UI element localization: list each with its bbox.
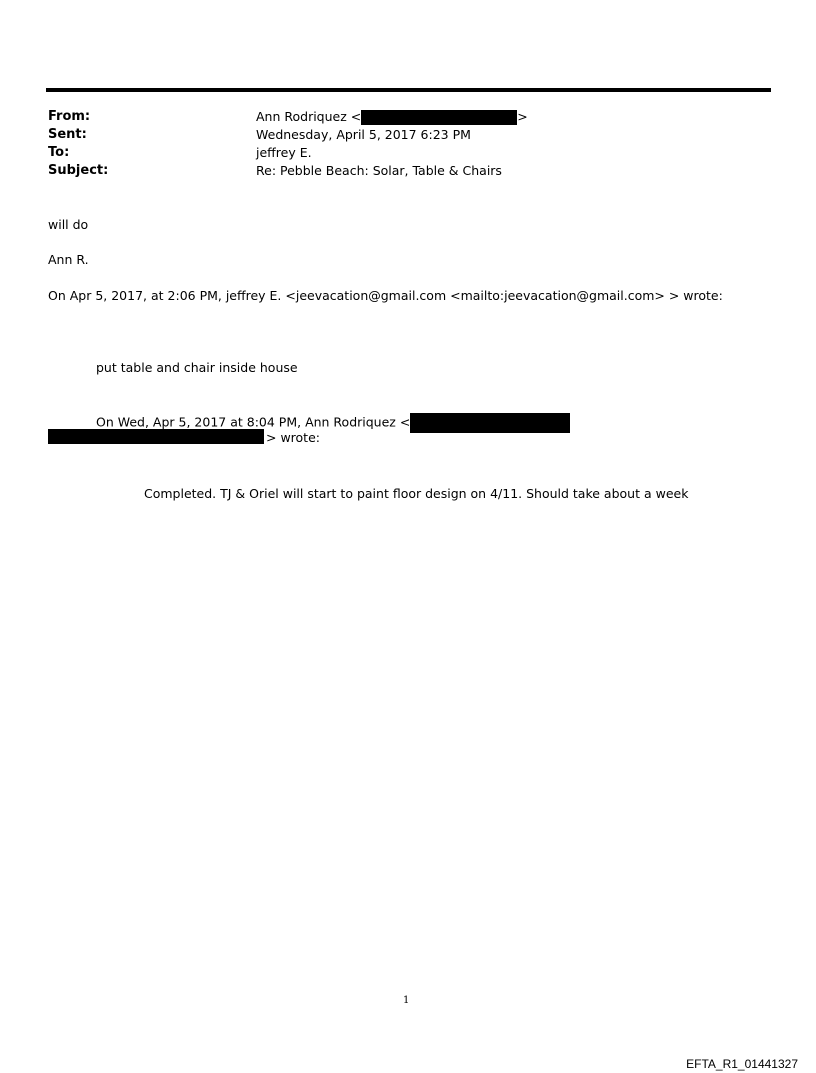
to-value: jeffrey E.	[256, 145, 312, 160]
redaction-box	[48, 429, 264, 444]
subject-value: Re: Pebble Beach: Solar, Table & Chairs	[256, 163, 502, 178]
quote2-text: Completed. TJ & Oriel will start to paint floor design on 4/11. Should take about a week	[144, 486, 689, 501]
subject-label: Subject:	[48, 163, 109, 178]
redaction-box	[361, 110, 517, 125]
sent-value: Wednesday, April 5, 2017 6:23 PM	[256, 127, 471, 142]
quote1-text: put table and chair inside house	[96, 360, 298, 375]
document-id: EFTA_R1_01441327	[686, 1057, 798, 1071]
quote1-header: On Apr 5, 2017, at 2:06 PM, jeffrey E. <jeevacation@gmail.com <mailto:jeevacation@gmail.com> > wrote:	[48, 288, 723, 303]
to-label: To:	[48, 145, 70, 160]
sent-label: Sent:	[48, 127, 87, 142]
page-number: 1	[403, 995, 410, 1006]
reply-text: will do	[48, 217, 89, 232]
from-name: Ann Rodriquez <	[256, 109, 362, 124]
from-close: >	[517, 109, 528, 124]
redaction-box	[410, 413, 570, 433]
signature: Ann R.	[48, 252, 89, 267]
quote2-header-b: > wrote:	[266, 430, 320, 445]
header-divider	[46, 88, 771, 92]
quote2-header-a: On Wed, Apr 5, 2017 at 8:04 PM, Ann Rodriquez <	[96, 414, 411, 430]
from-label: From:	[48, 109, 91, 124]
from-value	[256, 108, 528, 126]
